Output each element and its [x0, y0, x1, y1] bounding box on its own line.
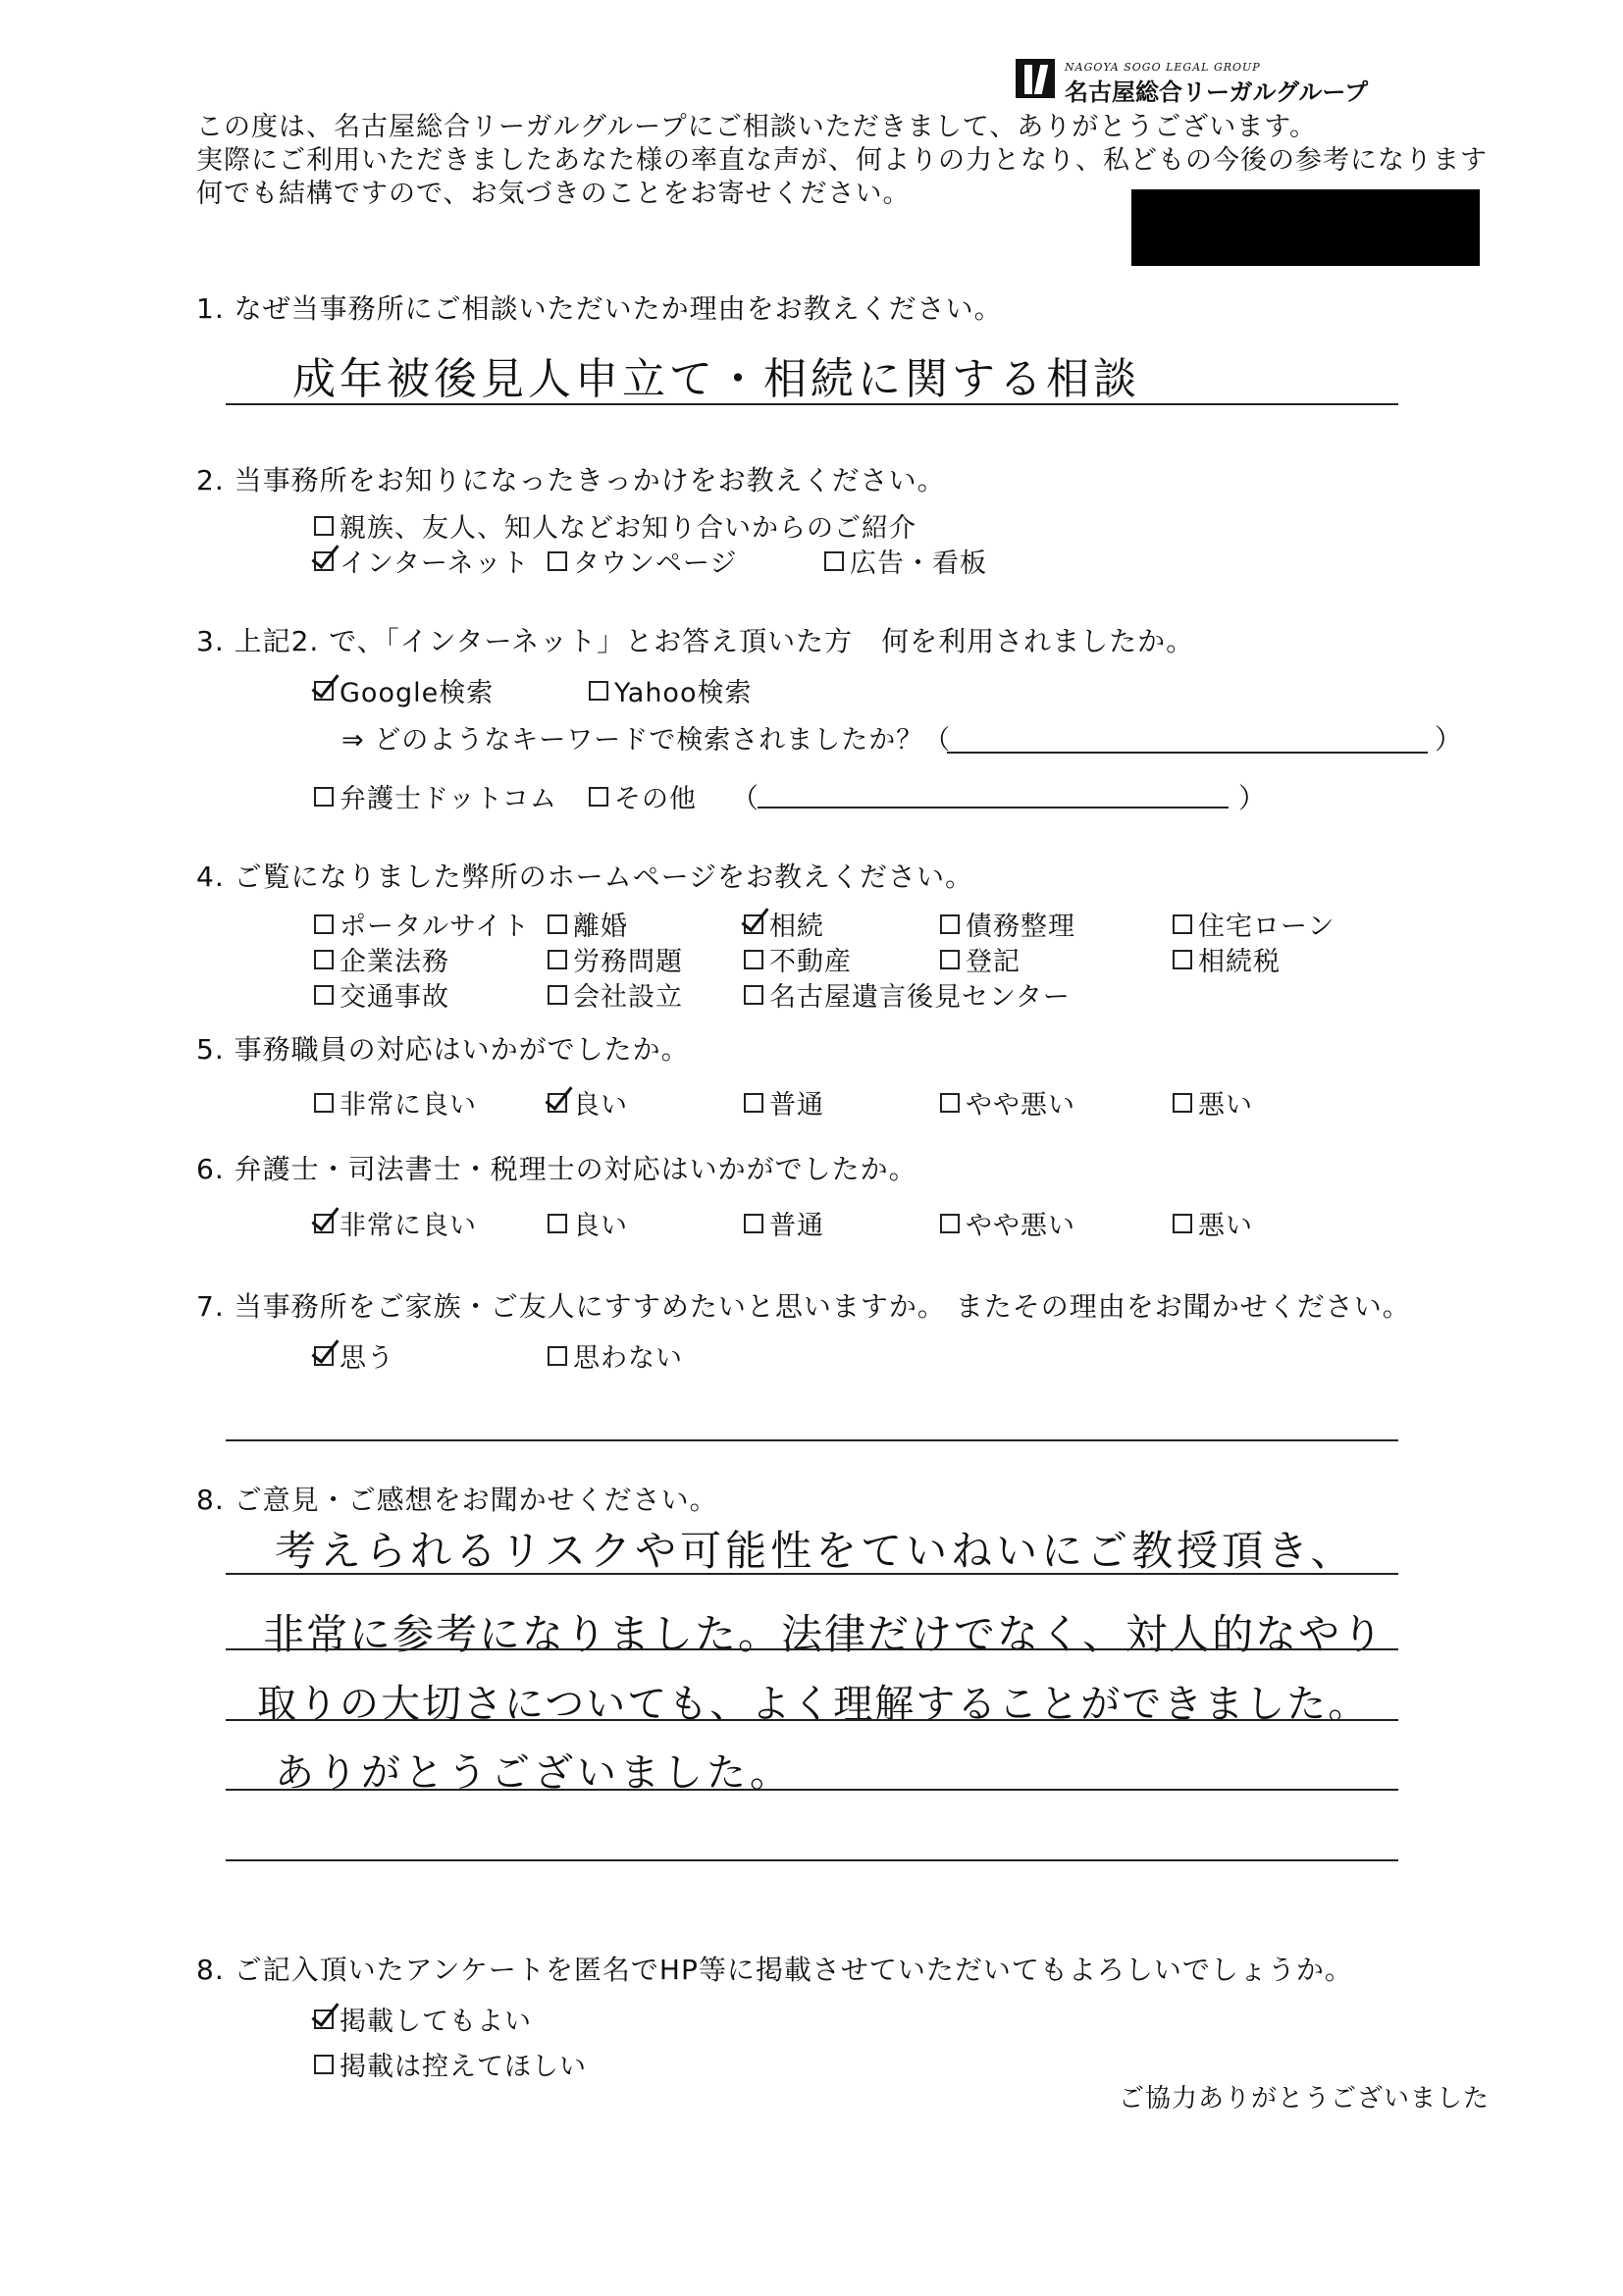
q5-option-bad[interactable]: [1173, 1083, 1253, 1122]
option-label: その他: [614, 784, 697, 814]
option-label: 悪い: [1198, 1090, 1253, 1121]
checkbox[interactable]: [940, 950, 960, 969]
q2-title: 2. 当事務所をお知りになったきっかけをお教えください。: [196, 464, 946, 496]
checkbox[interactable]: [314, 950, 334, 969]
q8-answer-line-3: 取りの大切さについても、よく理解することができました。: [257, 1682, 1370, 1727]
q4-title: 4. ご覧になりました弊所のホームページをお教えください。: [196, 861, 974, 893]
redaction-block: [1131, 189, 1480, 266]
q4-option-incorporation[interactable]: [548, 975, 683, 1014]
checkbox[interactable]: [314, 2055, 334, 2074]
checkbox[interactable]: [548, 950, 567, 969]
q3-keyword-close: ）: [1435, 723, 1464, 756]
option-label: 登記: [966, 947, 1021, 977]
q1-answer-line: [226, 403, 1398, 405]
q8-answer-line-2: 非常に参考になりました。法律だけでなく、対人的なやり: [263, 1610, 1386, 1658]
q8-line-5: [226, 1859, 1398, 1861]
intro-line-1: この度は、名古屋総合リーガルグループにご相談いただきまして、ありがとうございます。: [196, 112, 1318, 142]
q3-option-google[interactable]: [314, 671, 494, 709]
q8-answer-line-4: ありがとうございました。: [275, 1750, 793, 1796]
option-label: 普通: [769, 1090, 824, 1121]
q7-option-yes[interactable]: [314, 1336, 394, 1375]
option-label: 相続: [769, 912, 824, 942]
logo-icon: [1016, 59, 1055, 98]
q5-option-normal[interactable]: [744, 1083, 824, 1122]
checkbox[interactable]: [1173, 1093, 1192, 1113]
q1-title: 1. なぜ当事務所にご相談いただいたか理由をお教えください。: [196, 292, 1003, 325]
checkbox[interactable]: [548, 551, 567, 571]
q6-option-somewhat-bad[interactable]: [940, 1204, 1075, 1242]
option-label: 広告・看板: [850, 548, 987, 579]
group-name-ja: 名古屋総合リーガルグループ: [1065, 78, 1369, 106]
q9-title: 8. ご記入頂いたアンケートを匿名でHP等に掲載させていただいてもよろしいでしょうか。: [196, 1954, 1353, 1986]
q2-option-ad[interactable]: [824, 542, 987, 580]
option-label: 良い: [573, 1090, 628, 1121]
checkbox[interactable]: [744, 914, 763, 934]
q2-option-referral[interactable]: [314, 506, 916, 545]
checkbox[interactable]: [744, 1214, 763, 1233]
option-label: 非常に良い: [340, 1211, 477, 1241]
option-label: 弁護士ドットコム: [340, 784, 557, 814]
option-label: 非常に良い: [340, 1090, 477, 1121]
checkbox[interactable]: [589, 787, 608, 807]
q6-option-very-good[interactable]: [314, 1204, 477, 1242]
checkbox[interactable]: [548, 1214, 567, 1233]
option-label: やや悪い: [966, 1090, 1075, 1121]
q4-option-inheritance-tax[interactable]: [1173, 940, 1281, 978]
checkbox[interactable]: [548, 1346, 567, 1366]
checkbox[interactable]: [940, 914, 960, 934]
option-label: 離婚: [573, 912, 628, 942]
option-label: Google検索: [340, 678, 495, 708]
q4-option-portal[interactable]: [314, 905, 530, 943]
option-label: タウンページ: [573, 548, 738, 579]
checkbox[interactable]: [744, 1093, 763, 1113]
q6-option-bad[interactable]: [1173, 1204, 1253, 1242]
checkbox[interactable]: [314, 551, 334, 571]
option-label: 労務問題: [573, 947, 683, 977]
checkbox[interactable]: [548, 985, 567, 1005]
q4-option-mortgage[interactable]: [1173, 905, 1335, 943]
group-name-en: NAGOYA SOGO LEGAL GROUP: [1065, 61, 1261, 74]
q7-title: 7. 当事務所をご家族・ご友人にすすめたいと思いますか。 またその理由をお聞かせください。: [196, 1290, 1411, 1323]
q3-option-yahoo[interactable]: [589, 671, 752, 709]
q3-option-bengoshi[interactable]: [314, 777, 557, 815]
checkbox[interactable]: [548, 1093, 567, 1113]
option-label: 悪い: [1198, 1211, 1253, 1241]
checkbox[interactable]: [314, 2009, 334, 2029]
checkbox[interactable]: [824, 551, 844, 571]
option-label: 会社設立: [573, 982, 683, 1013]
checkbox[interactable]: [548, 914, 567, 934]
q4-option-realestate[interactable]: [744, 940, 852, 978]
q6-title: 6. 弁護士・司法書士・税理士の対応はいかがでしたか。: [196, 1153, 917, 1185]
option-label: 交通事故: [340, 982, 449, 1013]
option-label: Yahoo検索: [614, 678, 753, 708]
q5-option-somewhat-bad[interactable]: [940, 1083, 1075, 1122]
q4-option-registration[interactable]: [940, 940, 1021, 978]
q8-line-4: [226, 1789, 1398, 1791]
q3-title: 3. 上記2. で、「インターネット」とお答え頂いた方 何を利用されましたか。: [196, 625, 1195, 657]
q8-line-2: [226, 1648, 1398, 1650]
checkbox[interactable]: [314, 1346, 334, 1366]
q3-keyword-prompt: ⇒ どのようなキーワードで検索されましたか？（: [341, 725, 952, 756]
q2-option-townpage[interactable]: [548, 542, 737, 580]
intro-line-2: 実際にご利用いただきましたあなた様の率直な声が、何よりの力となり、私どもの今後の参考になります: [196, 145, 1488, 176]
q8-title: 8. ご意見・ご感想をお聞かせください。: [196, 1484, 718, 1516]
q1-answer: 成年被後見人申立て・相続に関する相談: [292, 354, 1140, 404]
option-label: 普通: [769, 1211, 824, 1241]
q8-line-1: [226, 1573, 1398, 1575]
option-label: 良い: [573, 1211, 628, 1241]
checkbox[interactable]: [940, 1093, 960, 1113]
q4-option-traffic[interactable]: [314, 975, 449, 1014]
option-label: インターネット: [340, 548, 530, 579]
checkbox[interactable]: [314, 1214, 334, 1233]
option-label: 思う: [340, 1343, 394, 1374]
option-label: 相続税: [1198, 947, 1281, 977]
q9-option-decline[interactable]: [314, 2045, 587, 2083]
q7-option-no[interactable]: [548, 1336, 683, 1375]
option-label: やや悪い: [966, 1211, 1075, 1241]
checkbox[interactable]: [314, 516, 334, 536]
option-label: 企業法務: [340, 947, 449, 977]
q2-option-internet[interactable]: [314, 542, 530, 580]
q3-option-other[interactable]: [589, 777, 697, 815]
checkbox[interactable]: [314, 787, 334, 807]
checkbox[interactable]: [744, 985, 763, 1005]
q4-option-divorce[interactable]: [548, 905, 628, 943]
option-label: 思わない: [573, 1343, 683, 1374]
q7-reason-line[interactable]: [226, 1439, 1398, 1441]
option-label: 住宅ローン: [1198, 912, 1335, 942]
q3-other-close: ）: [1238, 782, 1268, 814]
q5-option-very-good[interactable]: [314, 1083, 477, 1122]
q3-other-open: （: [731, 782, 760, 814]
q4-option-labor[interactable]: [548, 940, 683, 978]
checkbox[interactable]: [314, 681, 334, 701]
option-label: 掲載は控えてほしい: [340, 2052, 587, 2082]
option-label: 名古屋遺言後見センター: [769, 982, 1071, 1013]
checkbox[interactable]: [940, 1214, 960, 1233]
q6-option-normal[interactable]: [744, 1204, 824, 1242]
q4-option-debt[interactable]: [940, 905, 1075, 943]
checkbox[interactable]: [1173, 914, 1192, 934]
q4-option-will-center[interactable]: [744, 975, 1071, 1014]
checkbox[interactable]: [1173, 1214, 1192, 1233]
q8-line-3: [226, 1719, 1398, 1721]
option-label: 債務整理: [966, 912, 1075, 942]
intro-line-3: 何でも結構ですので、お気づきのことをお寄せください。: [196, 179, 911, 209]
option-label: ポータルサイト: [340, 912, 531, 942]
checkbox[interactable]: [1173, 950, 1192, 969]
q3-keyword-input[interactable]: [947, 752, 1428, 754]
option-label: 親族、友人、知人などお知り合いからのご紹介: [340, 513, 916, 544]
q5-title: 5. 事務職員の対応はいかがでしたか。: [196, 1033, 690, 1066]
q5-option-good[interactable]: [548, 1083, 628, 1122]
checkbox[interactable]: [589, 681, 608, 701]
q6-option-good[interactable]: [548, 1204, 628, 1242]
checkbox[interactable]: [314, 985, 334, 1005]
q4-option-corporate[interactable]: [314, 940, 449, 978]
checkbox[interactable]: [314, 1093, 334, 1113]
checkbox[interactable]: [314, 914, 334, 934]
q3-other-input[interactable]: [758, 807, 1229, 809]
q9-option-allow[interactable]: [314, 2000, 532, 2038]
q4-option-inheritance[interactable]: [744, 905, 824, 943]
checkbox[interactable]: [744, 950, 763, 969]
option-label: 不動産: [769, 947, 852, 977]
q8-answer-line-1: 考えられるリスクや可能性をていねいにご教授頂き、: [275, 1527, 1356, 1575]
option-label: 掲載してもよい: [340, 2007, 532, 2037]
footer-thanks: ご協力ありがとうございました: [1119, 2084, 1491, 2113]
